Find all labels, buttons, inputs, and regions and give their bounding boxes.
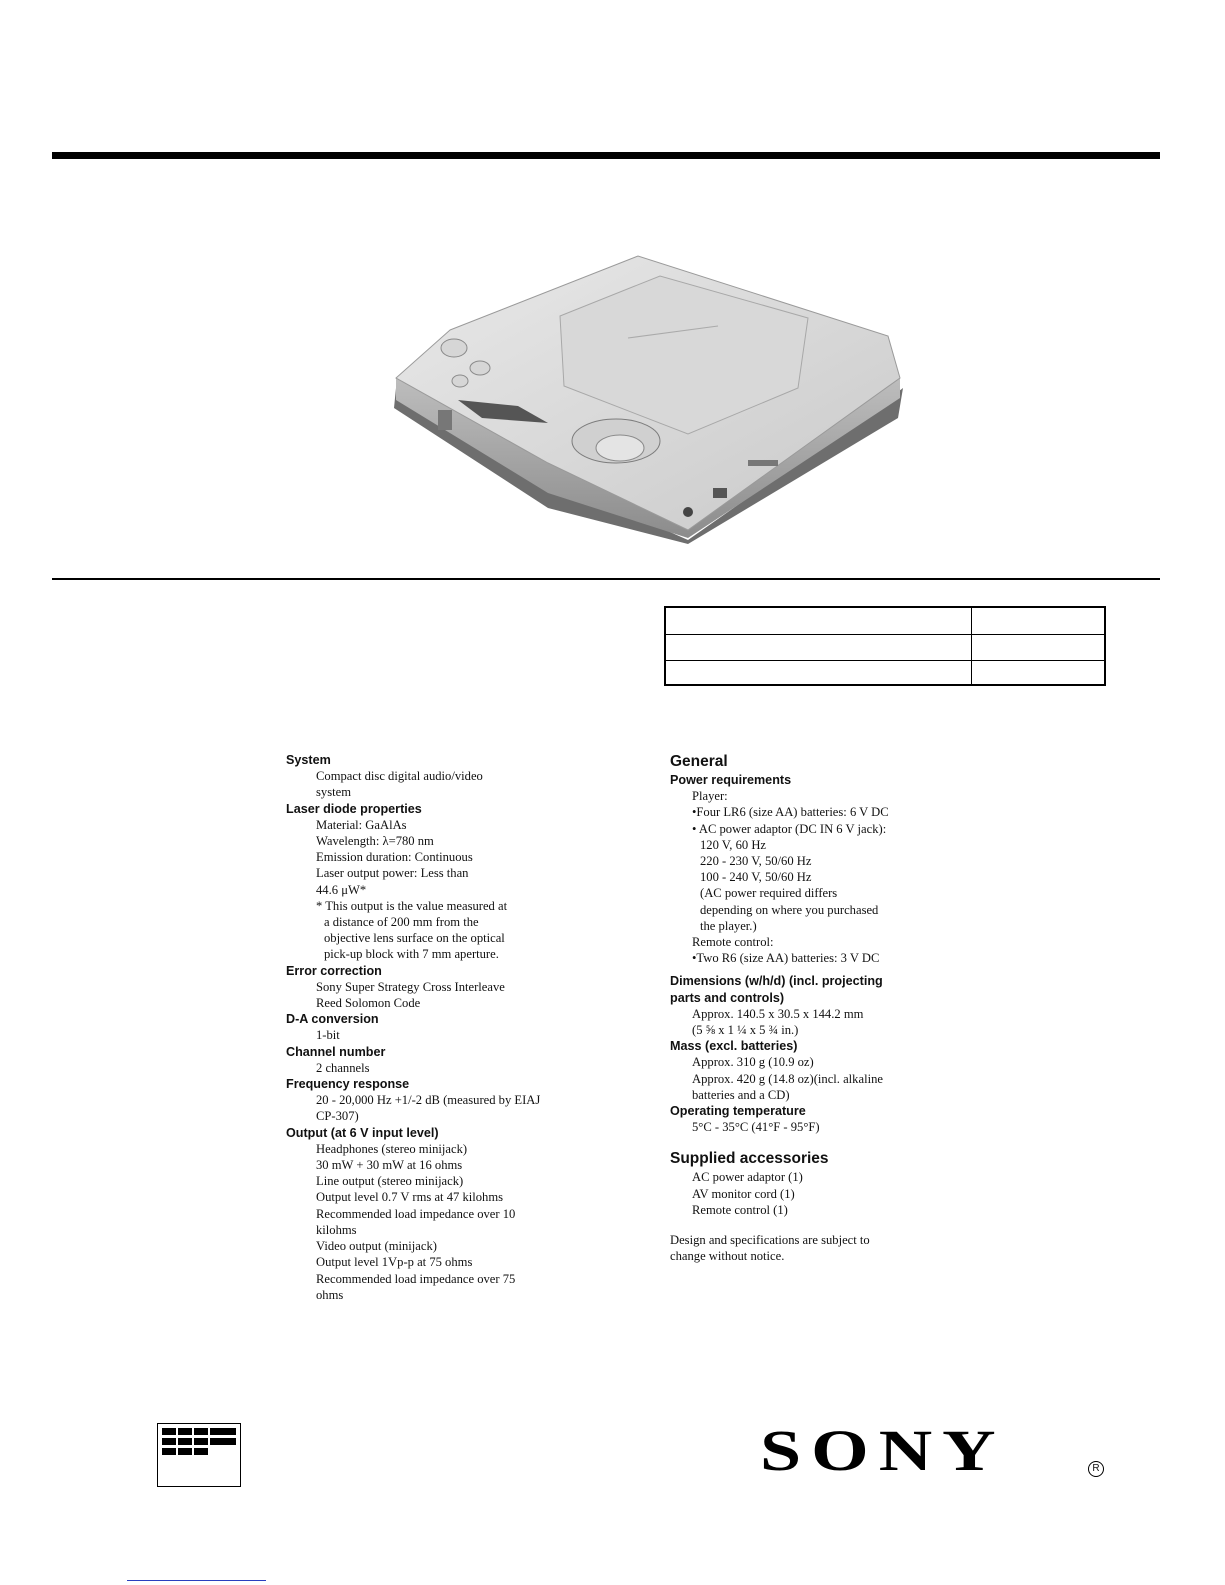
spec-heading: General [670,753,728,770]
spec-line: system [316,785,351,800]
spec-line: Headphones (stereo minijack) [316,1141,468,1156]
spec-heading: Operating temperature [670,1104,806,1119]
spec-line: Emission duration: Continuous [316,850,473,865]
model-table-divider [971,608,972,684]
spec-line: Laser output power: Less than [316,866,469,881]
spec-line: Approx. 310 g (10.9 oz) [692,1055,814,1070]
spec-heading: Output (at 6 V input level) [286,1125,439,1140]
spec-heading: Channel number [286,1044,386,1059]
spec-line: Player: [692,789,728,804]
spec-line: AV monitor cord (1) [692,1186,795,1201]
spec-line: •Two R6 (size AA) batteries: 3 V DC [692,951,880,966]
specifications-right-column [670,752,950,1264]
model-table [664,606,1106,686]
spec-line: 220 - 230 V, 50/60 Hz [700,854,812,869]
spec-line [670,1218,950,1232]
spec-line: (AC power required differs [700,886,838,901]
spec-line: (5 ⅝ x 1 ¼ x 5 ¾ in.) [692,1023,799,1038]
spec-heading: Supplied accessories [670,1150,829,1168]
spec-line: Compact disc digital audio/video [316,769,483,784]
top-rule [52,152,1160,159]
spec-line: Recommended load impedance over 75 [316,1271,516,1286]
spec-line: Sony Super Strategy Cross Interleave [316,979,505,994]
spec-line: 100 - 240 V, 50/60 Hz [700,870,812,885]
spec-line: Approx. 140.5 x 30.5 x 144.2 mm [692,1006,864,1021]
spec-heading: Laser diode properties [286,801,422,816]
spec-line: Remote control (1) [692,1202,788,1217]
spec-line: batteries and a CD) [692,1087,790,1102]
spec-line: •Four LR6 (size AA) batteries: 6 V DC [692,805,889,820]
spec-line: AC power adaptor (1) [692,1170,803,1185]
spec-line: Recommended load impedance over 10 [316,1206,516,1221]
spec-line: depending on where you purchased [700,902,879,917]
spec-line: Line output (stereo minijack) [316,1174,464,1189]
sony-logo: SONY [760,1419,1006,1484]
spec-heading: Mass (excl. batteries) [670,1039,798,1054]
spec-line: a distance of 200 mm from the [324,915,479,930]
link-underline[interactable] [127,1580,266,1581]
spec-line: 20 - 20,000 Hz +1/-2 dB (measured by EIAJ [316,1093,541,1108]
spec-line: Approx. 420 g (14.8 oz)(incl. alkaline [692,1071,883,1086]
spec-heading: parts and controls) [670,990,785,1005]
spec-line: 120 V, 60 Hz [700,837,767,852]
spec-line: pick-up block with 7 mm aperture. [324,947,499,962]
spec-heading: Frequency response [286,1077,410,1092]
registered-mark: R [1088,1461,1104,1477]
spec-line: Material: GaAlAs [316,817,407,832]
spec-line [670,1135,950,1149]
spec-line: 44.6 μW* [316,882,367,897]
spec-line: kilohms [316,1222,357,1237]
spec-line: Output level 1Vp-p at 75 ohms [316,1255,473,1270]
spec-heading: Error correction [286,963,382,978]
model-badge [157,1423,241,1487]
spec-heading: Dimensions (w/h/d) (incl. projecting [670,974,883,989]
spec-line: the player.) [700,918,757,933]
spec-line: Design and specifications are subject to [670,1233,870,1248]
model-table-row-line [666,660,1104,661]
specifications-left-column [286,752,576,1303]
spec-line: Video output (minijack) [316,1239,437,1254]
spec-line: * This output is the value measured at [316,898,508,913]
spec-line: 30 mW + 30 mW at 16 ohms [316,1158,463,1173]
product-photo [388,248,910,544]
spec-line: Output level 0.7 V rms at 47 kilohms [316,1190,504,1205]
spec-line: objective lens surface on the optical [324,931,505,946]
spec-line [670,966,950,973]
spec-line: 5°C - 35°C (41°F - 95°F) [692,1120,820,1135]
spec-line: CP-307) [316,1109,359,1124]
spec-line: change without notice. [670,1249,785,1264]
spec-line: Reed Solomon Code [316,996,421,1011]
spec-line: 1-bit [316,1028,340,1043]
spec-heading: D-A conversion [286,1012,379,1027]
middle-rule [52,578,1160,580]
model-table-row-line [666,634,1104,635]
spec-line: Wavelength: λ=780 nm [316,834,434,849]
spec-heading: System [286,753,331,767]
spec-line: ohms [316,1287,344,1302]
spec-line: • AC power adaptor (DC IN 6 V jack): [692,821,887,836]
spec-heading: Power requirements [670,773,792,787]
spec-line: Remote control: [692,935,774,950]
spec-line: 2 channels [316,1060,370,1075]
